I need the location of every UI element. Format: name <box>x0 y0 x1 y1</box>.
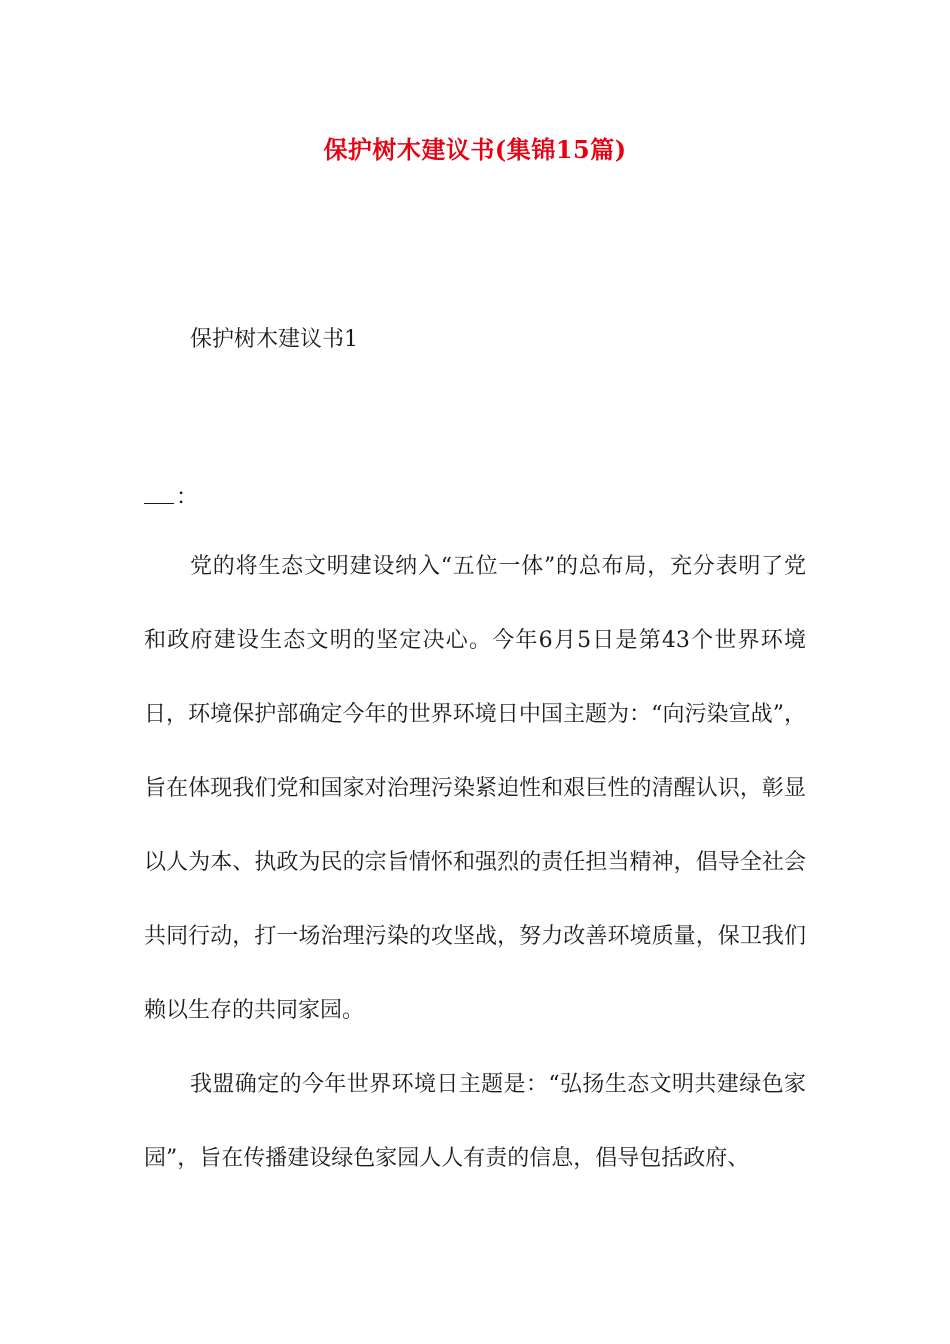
body-paragraph: 党的将生态文明建设纳入“五位一体”的总布局，充分表明了党和政府建设生态文明的坚定决心。今年6月5日是第43个世界环境日，环境保护部确定今年的世界环境日中国主题为：“向污染宣战”，旨在体现我们党和国家对治理污染紧迫性和艰巨性的清醒认识，彰显以人为本、执政为民的宗旨情怀和强烈的责任担当精神，倡导全社会共同行动，打一场治理污染的攻坚战，努力改善环境质量，保卫我们赖以生存的共同家园。 <box>144 554 806 1023</box>
salutation-line <box>144 480 198 516</box>
body-paragraph: 我盟确定的今年世界环境日主题是：“弘扬生态文明共建绿色家园”，旨在传播建设绿色家园人人有责的信息，倡导包括政府、 <box>144 1072 806 1171</box>
document-title: 保护树木建议书(集锦15篇) <box>323 135 627 164</box>
salutation-colon: ： <box>176 485 199 510</box>
section-heading: 保护树木建议书1 <box>190 327 358 352</box>
salutation-blank <box>144 481 174 504</box>
